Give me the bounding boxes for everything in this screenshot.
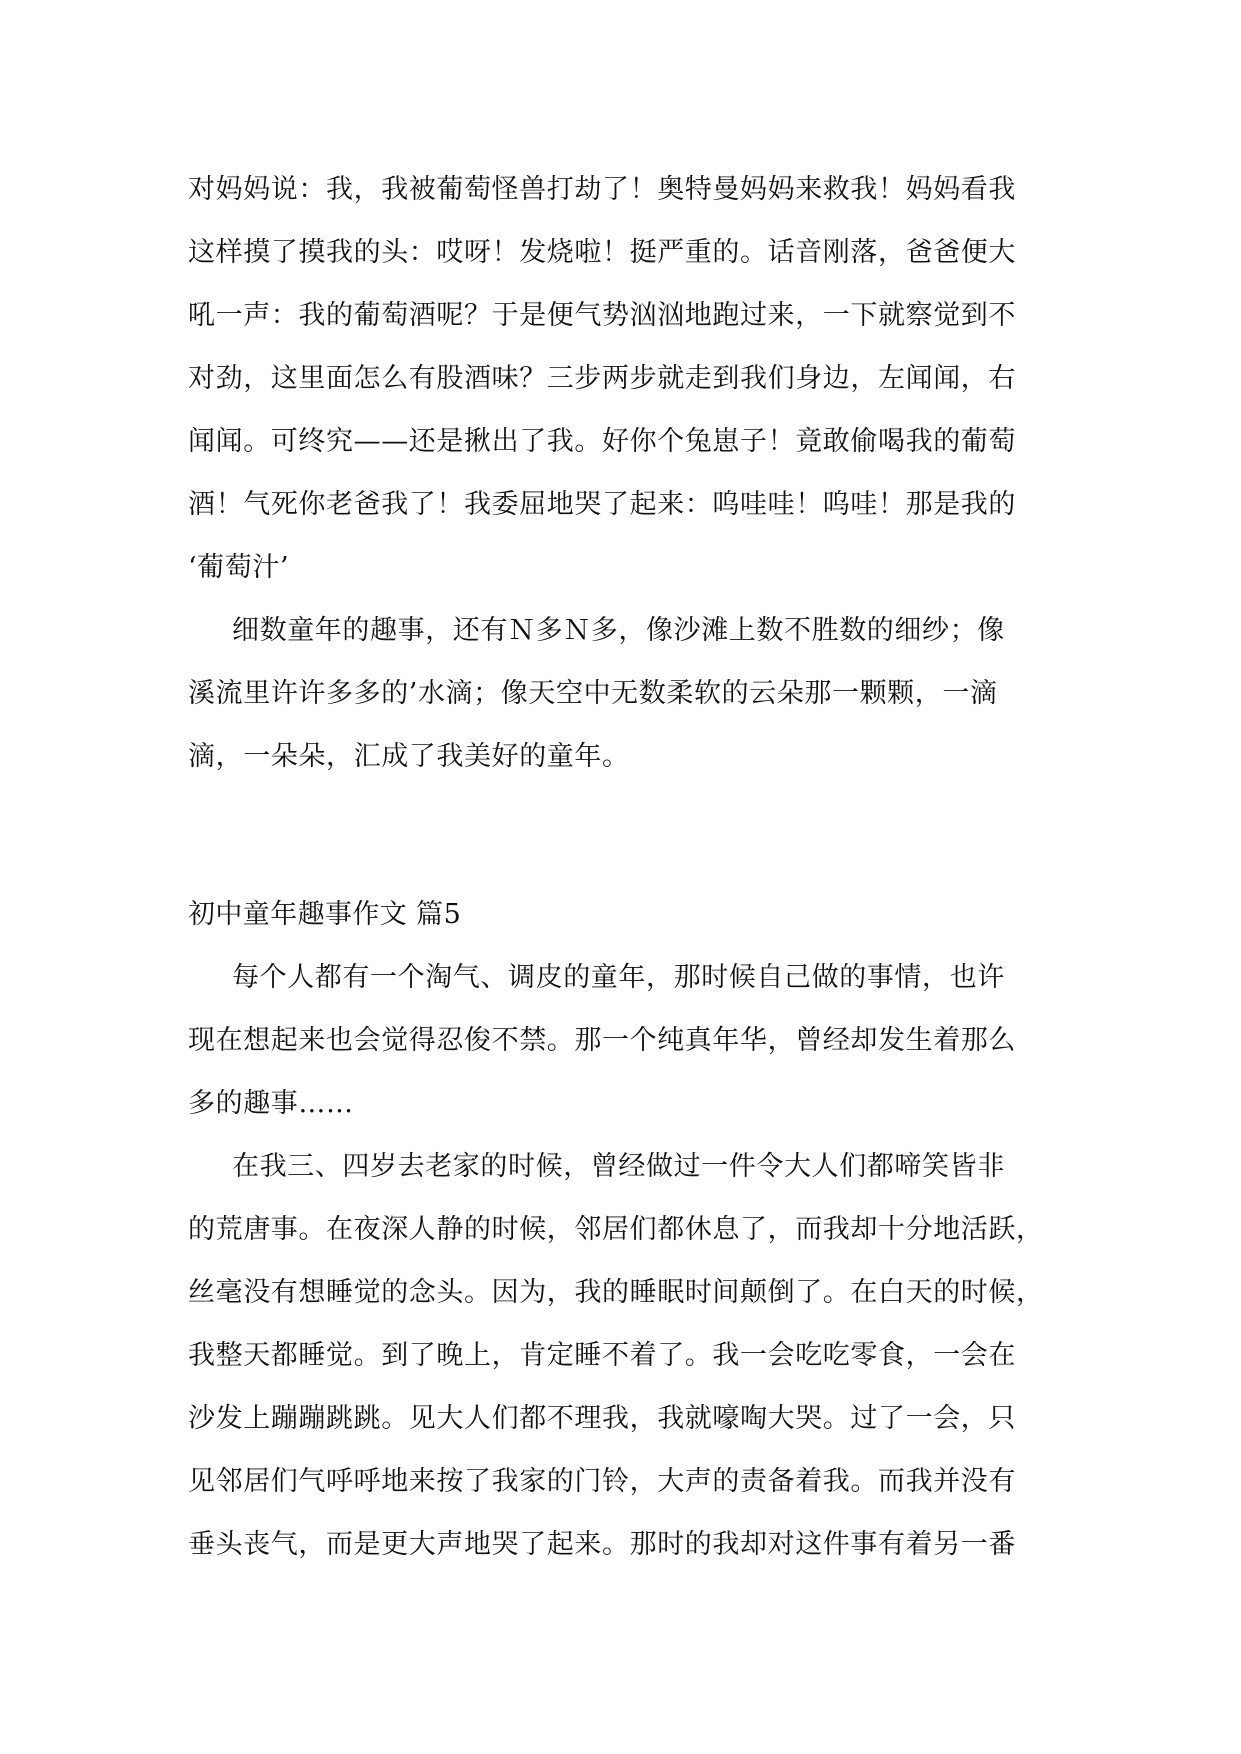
paragraph	[188, 946, 1058, 1135]
section-heading: 初中童年趣事作文 篇5	[188, 899, 462, 930]
text-line: 我整天都睡觉。到了晚上，肯定睡不着了。我一会吃吃零食，一会在	[188, 1340, 1016, 1371]
text-line: 细数童年的趣事，还有Ｎ多Ｎ多，像沙滩上数不胜数的细纱；像	[232, 615, 1005, 646]
text-line: 对劲，这里面怎么有股酒味？三步两步就走到我们身边，左闻闻，右	[188, 363, 1016, 394]
text-line: 每个人都有一个淘气、调皮的童年，那时候自己做的事情，也许	[232, 962, 1005, 993]
text-line: ‘葡萄汁’	[188, 552, 290, 583]
text-line: 在我三、四岁去老家的时候，曾经做过一件令大人们都啼笑皆非	[232, 1151, 1005, 1182]
paragraph	[188, 1135, 1058, 1576]
text-line: 对妈妈说：我，我被葡萄怪兽打劫了！奥特曼妈妈来救我！妈妈看我	[188, 174, 1016, 205]
text-line: 闻闻。可终究——还是揪出了我。好你个兔崽子！竟敢偷喝我的葡萄	[188, 426, 1016, 457]
paragraph	[188, 158, 1058, 599]
text-line: 见邻居们气呼呼地来按了我家的门铃，大声的责备着我。而我并没有	[188, 1466, 1016, 1497]
text-line: 的荒唐事。在夜深人静的时候，邻居们都休息了，而我却十分地活跃，	[188, 1214, 1044, 1245]
text-line: 这样摸了摸我的头：哎呀！发烧啦！挺严重的。话音刚落，爸爸便大	[188, 237, 1016, 268]
text-line: 滴，一朵朵，汇成了我美好的童年。	[188, 741, 630, 772]
text-line: 多的趣事……	[188, 1088, 354, 1119]
text-line: 沙发上蹦蹦跳跳。见大人们都不理我，我就嚎啕大哭。过了一会，只	[188, 1403, 1016, 1434]
text-line: 酒！气死你老爸我了！我委屈地哭了起来：呜哇哇！呜哇！那是我的	[188, 489, 1016, 520]
text-line: 丝毫没有想睡觉的念头。因为，我的睡眠时间颠倒了。在白天的时候，	[188, 1277, 1044, 1308]
section-spacer	[188, 788, 1058, 883]
text-line: 溪流里许许多多的’水滴；像天空中无数柔软的云朵那一颗颗，一滴	[188, 678, 998, 709]
paragraph	[188, 599, 1058, 788]
text-line: 现在想起来也会觉得忍俊不禁。那一个纯真年华，曾经却发生着那么	[188, 1025, 1016, 1056]
document-body	[188, 158, 1058, 1576]
text-line: 垂头丧气，而是更大声地哭了起来。那时的我却对这件事有着另一番	[188, 1529, 1016, 1560]
text-line: 吼一声：我的葡萄酒呢？于是便气势汹汹地跑过来，一下就察觉到不	[188, 300, 1016, 331]
